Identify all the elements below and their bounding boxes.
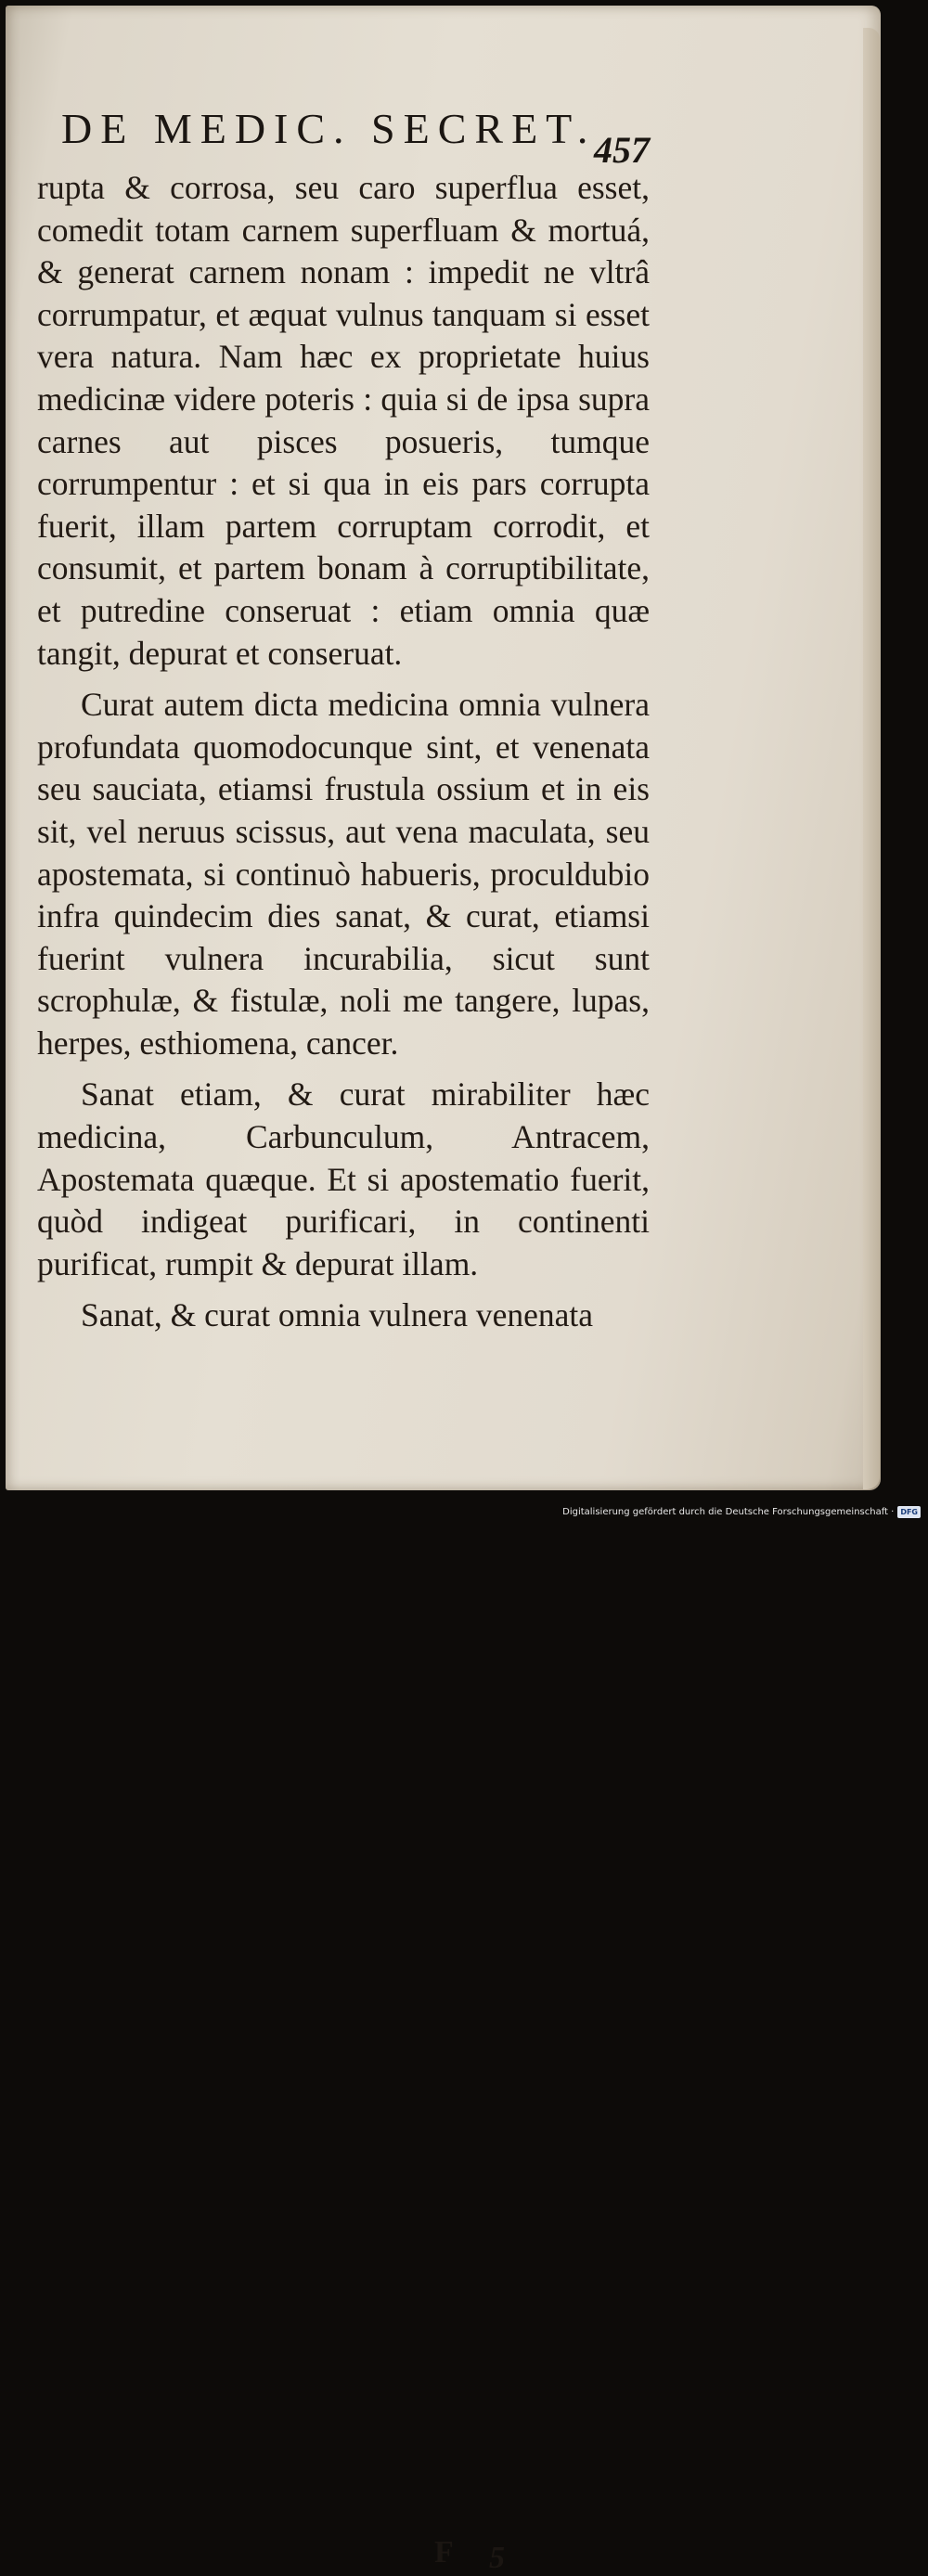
dfg-logo: DFG	[897, 1506, 921, 1518]
page-number: 457	[594, 129, 650, 171]
signature-mark: F	[434, 2535, 454, 2570]
signature-number: 5	[489, 2541, 505, 2575]
credit-text: Digitalisierung gefördert durch die Deutsche Forschungsgemeinschaft ·	[562, 1506, 895, 1517]
page-header	[0, 0, 928, 171]
paragraph: rupta & corrosa, seu caro superflua esset, comedit totam carnem superfluam & mortuá, & generat carnem nonam : impedit ne vltrâ corrumpatur, et æquat vulnus tanquam si esset vera natura. Nam hæc ex proprietate huius medicinæ videre poteris : quia si de ipsa supra carnes aut pisces posueris, tumque corrumpentur : et si qua in eis pars corrupta fuerit, illam partem corruptam corrodit, et consumit, et partem bonam à corruptibilitate, et putredine conseruat : etiam omnia quæ tangit, depurat et conseruat.	[37, 169, 650, 672]
paragraph: Sanat, & curat omnia vulnera venenata	[81, 1296, 594, 1334]
digitization-credit	[562, 1504, 921, 1519]
running-title: DE MEDIC. SECRET.	[61, 105, 597, 152]
text-body	[37, 167, 650, 1334]
paragraph: Sanat etiam, & curat mirabiliter hæc medicina, Carbunculum, Antracem, Apostemata quæque. Et si apostematio fuerit, quòd indigeat purificari, in continenti purificat, rumpit & depurat illam.	[37, 1075, 650, 1282]
paragraph: Curat autem dicta medicina omnia vulnera profundata quomodocunque sint, et venenata seu sauciata, etiamsi frustula ossium et in eis sit, vel neruus scissus, aut vena maculata, seu apostemata, si continuò habueris, proculdubio infra quindecim dies sanat, & curat, etiamsi fuerint vulnera incurabilia, sicut sunt scrophulæ, & fistulæ, noli me tangere, lupas, herpes, esthiomena, cancer.	[37, 686, 650, 1062]
